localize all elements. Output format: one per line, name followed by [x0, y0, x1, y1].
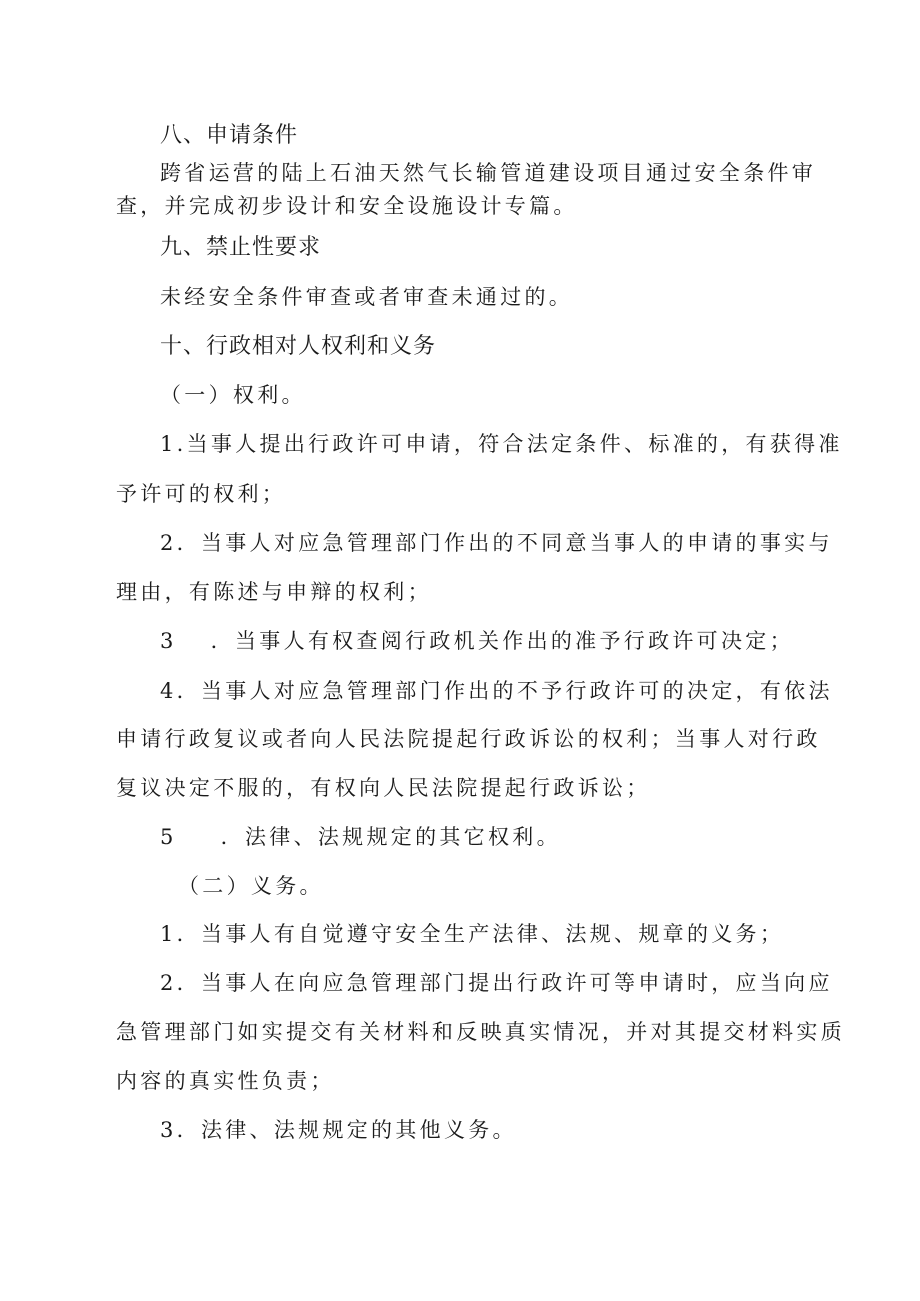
rights-item-5-text: ．法律、法规规定的其它权利。 [220, 825, 561, 849]
section-8-body-line-1: 跨省运营的陆上石油天然气长输管道建设项目通过安全条件审 [160, 161, 817, 185]
duties-item-2-line-2: 急管理部门如实提交有关材料和反映真实情况，并对其提交材料实质 [116, 1020, 845, 1044]
rights-item-4-line-3: 复议决定不服的，有权向人民法院提起行政诉讼； [116, 776, 651, 800]
rights-item-5 [160, 822, 561, 852]
rights-item-3 [160, 626, 794, 656]
duties-item-2-line-3: 内容的真实性负责； [116, 1069, 335, 1093]
section-8-body-line-2: 查，并完成初步设计和安全设施设计专篇。 [116, 194, 578, 218]
rights-item-1-line-2: 予许可的权利； [116, 482, 287, 506]
rights-item-3-text: ．当事人有权查阅行政机关作出的准予行政许可决定； [210, 629, 794, 653]
rights-item-4-line-2: 申请行政复议或者向人民法院提起行政诉讼的权利；当事人对行政 [116, 727, 821, 751]
rights-title: （一）权利。 [160, 383, 306, 407]
duties-title: （二）义务。 [178, 874, 324, 898]
section-8-heading: 八、申请条件 [160, 123, 299, 148]
rights-item-5-number: 5 [160, 825, 177, 849]
rights-item-3-number: 3 [160, 629, 177, 653]
section-10-heading: 十、行政相对人权利和义务 [160, 334, 437, 359]
rights-item-1-line-1: 1.当事人提出行政许可申请，符合法定条件、标准的，有获得准 [160, 432, 843, 456]
duties-item-1: 1．当事人有自觉遵守安全生产法律、法规、规章的义务； [160, 922, 785, 946]
duties-item-2-line-1: 2．当事人在向应急管理部门提出行政许可等申请时，应当向应 [160, 971, 833, 995]
section-9-heading: 九、禁止性要求 [160, 235, 322, 260]
rights-item-2-line-2: 理由，有陈述与申辩的权利； [116, 580, 432, 604]
section-9-body: 未经安全条件审查或者审查未通过的。 [160, 285, 574, 309]
duties-item-3: 3．法律、法规规定的其他义务。 [160, 1118, 517, 1142]
rights-item-2-line-1: 2．当事人对应急管理部门作出的不同意当事人的申请的事实与 [160, 531, 833, 555]
rights-item-4-line-1: 4．当事人对应急管理部门作出的不予行政许可的决定，有依法 [160, 679, 833, 703]
